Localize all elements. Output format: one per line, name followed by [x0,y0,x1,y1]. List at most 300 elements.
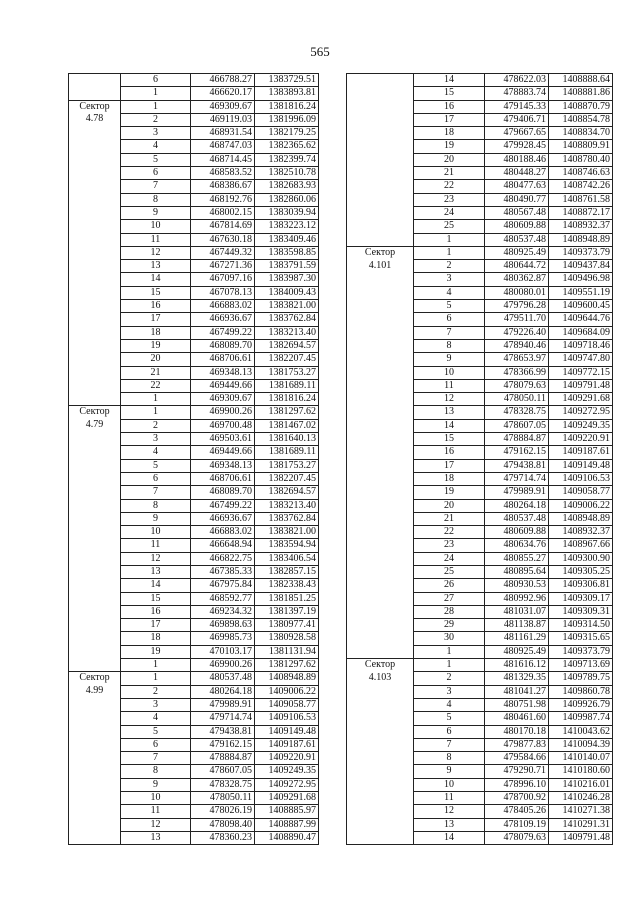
y-coordinate-cell: 1383223.12 [255,220,319,233]
x-coordinate-cell: 469348.13 [191,459,255,472]
y-coordinate-cell: 1409747.80 [549,353,613,366]
coordinate-row [69,246,319,259]
y-coordinate-cell: 1381397.19 [255,605,319,618]
sector-label: Сектор [364,246,396,258]
y-coordinate-cell: 1382860.06 [255,193,319,206]
point-number-cell: 20 [121,353,191,366]
y-coordinate-cell: 1409684.09 [549,326,613,339]
x-coordinate-cell: 478622.03 [485,74,549,87]
sector-cell [69,698,121,711]
x-coordinate-cell: 466936.67 [191,313,255,326]
x-coordinate-cell: 478884.87 [485,433,549,446]
coordinate-row [347,632,613,645]
x-coordinate-cell: 467449.32 [191,246,255,259]
point-number-cell: 25 [414,220,485,233]
x-coordinate-cell: 480925.49 [485,246,549,259]
point-number-cell: 2 [121,113,191,126]
x-coordinate-cell: 479145.33 [485,100,549,113]
coordinate-row [69,419,319,432]
x-coordinate-cell: 468747.03 [191,140,255,153]
coordinate-row [347,565,613,578]
y-coordinate-cell: 1408890.47 [255,831,319,844]
coordinate-row [69,486,319,499]
coordinate-row [69,140,319,153]
sector-cell [69,526,121,539]
sector-cell [347,113,414,126]
sector-cell [69,313,121,326]
coordinate-row [69,339,319,352]
sector-cell [347,645,414,658]
y-coordinate-cell: 1409106.53 [549,472,613,485]
coordinate-row [347,220,613,233]
point-number-cell: 3 [121,127,191,140]
sector-cell [69,127,121,140]
coordinate-row [69,672,319,685]
point-number-cell: 8 [121,765,191,778]
y-coordinate-cell: 1408887.99 [255,818,319,831]
coordinate-row [69,193,319,206]
point-number-cell: 1 [121,672,191,685]
x-coordinate-cell: 478996.10 [485,778,549,791]
sector-cell [347,526,414,539]
x-coordinate-cell: 479290.71 [485,765,549,778]
sector-cell [69,765,121,778]
point-number-cell: 4 [121,712,191,725]
x-coordinate-cell: 467271.36 [191,260,255,273]
y-coordinate-cell: 1409272.95 [549,406,613,419]
point-number-cell: 11 [121,233,191,246]
point-number-cell: 12 [121,246,191,259]
sector-cell [69,406,121,419]
sector-cell [347,818,414,831]
sector-number: 4.79 [85,419,104,431]
y-coordinate-cell: 1408948.89 [549,233,613,246]
sector-cell [347,446,414,459]
point-number-cell: 19 [121,645,191,658]
coordinate-row [347,366,613,379]
sector-cell [347,313,414,326]
point-number-cell: 8 [414,752,485,765]
point-number-cell: 20 [414,153,485,166]
coordinate-row [347,805,613,818]
y-coordinate-cell: 1410246.28 [549,792,613,805]
x-coordinate-cell: 480855.27 [485,552,549,565]
coordinate-row [347,512,613,525]
coordinate-row [347,140,613,153]
x-coordinate-cell: 479989.91 [191,698,255,711]
y-coordinate-cell: 1408948.89 [549,512,613,525]
point-number-cell: 13 [414,406,485,419]
y-coordinate-cell: 1409860.78 [549,685,613,698]
coordinate-row [347,446,613,459]
point-number-cell: 13 [414,818,485,831]
sector-cell [69,353,121,366]
y-coordinate-cell: 1410094.39 [549,738,613,751]
x-coordinate-cell: 470103.17 [191,645,255,658]
y-coordinate-cell: 1383409.46 [255,233,319,246]
point-number-cell: 13 [121,565,191,578]
coordinate-row [69,645,319,658]
x-coordinate-cell: 480609.88 [485,526,549,539]
sector-cell [347,738,414,751]
y-coordinate-cell: 1382179.25 [255,127,319,140]
sector-cell [69,805,121,818]
point-number-cell: 16 [121,605,191,618]
y-coordinate-cell: 1408854.78 [549,113,613,126]
coordinate-row [347,792,613,805]
x-coordinate-cell: 468706.61 [191,472,255,485]
point-number-cell: 13 [121,831,191,844]
x-coordinate-cell: 469700.48 [191,419,255,432]
sector-cell [69,778,121,791]
x-coordinate-cell: 479667.65 [485,127,549,140]
x-coordinate-cell: 469119.03 [191,113,255,126]
point-number-cell: 3 [414,273,485,286]
x-coordinate-cell: 469449.66 [191,446,255,459]
coordinate-row [347,260,613,273]
coordinate-row [347,339,613,352]
sector-cell [69,792,121,805]
sector-cell [69,113,121,126]
y-coordinate-cell: 1382365.62 [255,140,319,153]
y-coordinate-cell: 1381753.27 [255,366,319,379]
y-coordinate-cell: 1383213.40 [255,326,319,339]
coordinate-row [347,459,613,472]
x-coordinate-cell: 479796.28 [485,300,549,313]
sector-cell [69,100,121,113]
sector-cell [69,831,121,844]
x-coordinate-cell: 479714.74 [191,712,255,725]
point-number-cell: 5 [414,300,485,313]
point-number-cell: 2 [121,685,191,698]
y-coordinate-cell: 1383039.94 [255,206,319,219]
y-coordinate-cell: 1409600.45 [549,300,613,313]
x-coordinate-cell: 468592.77 [191,592,255,605]
y-coordinate-cell: 1410043.62 [549,725,613,738]
coordinate-row [347,526,613,539]
y-coordinate-cell: 1409300.90 [549,552,613,565]
coordinate-row [69,831,319,844]
x-coordinate-cell: 480925.49 [485,645,549,658]
sector-cell [69,619,121,632]
sector-cell [69,579,121,592]
x-coordinate-cell: 478050.11 [191,792,255,805]
coordinate-row [69,353,319,366]
point-number-cell: 7 [414,738,485,751]
coordinate-row [69,619,319,632]
coordinate-row [347,831,613,844]
x-coordinate-cell: 479406.71 [485,113,549,126]
x-coordinate-cell: 466883.02 [191,300,255,313]
sector-label: Сектор [79,672,110,684]
point-number-cell: 26 [414,579,485,592]
sector-cell [69,366,121,379]
point-number-cell: 21 [121,366,191,379]
point-number-cell: 1 [414,645,485,658]
y-coordinate-cell: 1410216.01 [549,778,613,791]
x-coordinate-cell: 469348.13 [191,366,255,379]
point-number-cell: 14 [414,419,485,432]
sector-cell [347,698,414,711]
point-number-cell: 12 [414,393,485,406]
sector-cell [347,805,414,818]
sector-cell [69,659,121,672]
point-number-cell: 16 [121,300,191,313]
y-coordinate-cell: 1410271.38 [549,805,613,818]
x-coordinate-cell: 480537.48 [485,512,549,525]
point-number-cell: 15 [121,592,191,605]
point-number-cell: 22 [121,379,191,392]
y-coordinate-cell: 1409272.95 [255,778,319,791]
point-number-cell: 18 [414,127,485,140]
x-coordinate-cell: 466822.75 [191,552,255,565]
sector-cell [347,433,414,446]
y-coordinate-cell: 1410291.31 [549,818,613,831]
y-coordinate-cell: 1409437.84 [549,260,613,273]
y-coordinate-cell: 1381816.24 [255,100,319,113]
x-coordinate-cell: 479226.40 [485,326,549,339]
x-coordinate-cell: 468089.70 [191,339,255,352]
sector-cell [347,632,414,645]
y-coordinate-cell: 1380977.41 [255,619,319,632]
y-coordinate-cell: 1381996.09 [255,113,319,126]
coordinate-row [347,180,613,193]
point-number-cell: 12 [414,805,485,818]
y-coordinate-cell: 1409373.79 [549,645,613,658]
point-number-cell: 6 [414,725,485,738]
point-number-cell: 14 [414,831,485,844]
point-number-cell: 8 [414,339,485,352]
point-number-cell: 18 [121,326,191,339]
coordinate-row [347,167,613,180]
y-coordinate-cell: 1383213.40 [255,499,319,512]
x-coordinate-cell: 469309.67 [191,100,255,113]
point-number-cell: 21 [414,167,485,180]
point-number-cell: 7 [121,752,191,765]
y-coordinate-cell: 1382207.45 [255,472,319,485]
sector-cell [347,286,414,299]
x-coordinate-cell: 478884.87 [191,752,255,765]
x-coordinate-cell: 480609.88 [485,220,549,233]
y-coordinate-cell: 1383791.59 [255,260,319,273]
point-number-cell: 12 [121,818,191,831]
x-coordinate-cell: 478653.97 [485,353,549,366]
sector-cell [69,286,121,299]
sector-cell [347,672,414,685]
y-coordinate-cell: 1408742.26 [549,180,613,193]
coordinate-row [347,313,613,326]
point-number-cell: 18 [414,472,485,485]
coordinate-row [69,712,319,725]
point-number-cell: 17 [121,619,191,632]
coordinate-row [347,193,613,206]
x-coordinate-cell: 468714.45 [191,153,255,166]
y-coordinate-cell: 1409220.91 [255,752,319,765]
sector-cell [347,326,414,339]
coordinate-row [69,127,319,140]
x-coordinate-cell: 480170.18 [485,725,549,738]
sector-cell [347,393,414,406]
y-coordinate-cell: 1383762.84 [255,512,319,525]
point-number-cell: 10 [121,220,191,233]
y-coordinate-cell: 1408948.89 [255,672,319,685]
y-coordinate-cell: 1383762.84 [255,313,319,326]
point-number-cell: 13 [121,260,191,273]
y-coordinate-cell: 1381753.27 [255,459,319,472]
x-coordinate-cell: 466883.02 [191,526,255,539]
sector-cell [347,712,414,725]
coordinate-row [69,592,319,605]
point-number-cell: 8 [121,499,191,512]
point-number-cell: 20 [414,499,485,512]
x-coordinate-cell: 469309.67 [191,393,255,406]
point-number-cell: 7 [121,486,191,499]
x-coordinate-cell: 467814.69 [191,220,255,233]
sector-cell [347,140,414,153]
point-number-cell: 11 [414,379,485,392]
x-coordinate-cell: 469900.26 [191,659,255,672]
sector-cell [347,366,414,379]
sector-cell [69,592,121,605]
x-coordinate-cell: 478109.19 [485,818,549,831]
y-coordinate-cell: 1409220.91 [549,433,613,446]
sector-cell [69,273,121,286]
y-coordinate-cell: 1382399.74 [255,153,319,166]
point-number-cell: 4 [414,698,485,711]
y-coordinate-cell: 1409551.19 [549,286,613,299]
point-number-cell: 27 [414,592,485,605]
y-coordinate-cell: 1409249.35 [549,419,613,432]
sector-cell [347,778,414,791]
x-coordinate-cell: 481138.87 [485,619,549,632]
x-coordinate-cell: 480264.18 [485,499,549,512]
x-coordinate-cell: 481329.35 [485,672,549,685]
y-coordinate-cell: 1409718.46 [549,339,613,352]
x-coordinate-cell: 469898.63 [191,619,255,632]
coordinate-row [347,74,613,87]
x-coordinate-cell: 466620.17 [191,87,255,100]
coordinates-table-left [68,73,319,845]
coordinate-row [69,792,319,805]
y-coordinate-cell: 1381689.11 [255,379,319,392]
coordinate-row [347,672,613,685]
point-number-cell: 11 [121,805,191,818]
sector-cell [69,459,121,472]
point-number-cell: 14 [121,579,191,592]
sector-number: 4.103 [368,671,392,683]
sector-cell [347,180,414,193]
x-coordinate-cell: 467385.33 [191,565,255,578]
x-coordinate-cell: 481616.12 [485,659,549,672]
y-coordinate-cell: 1409305.25 [549,565,613,578]
x-coordinate-cell: 467630.18 [191,233,255,246]
x-coordinate-cell: 480362.87 [485,273,549,286]
y-coordinate-cell: 1381689.11 [255,446,319,459]
coordinate-row [347,273,613,286]
sector-cell [69,499,121,512]
x-coordinate-cell: 468192.76 [191,193,255,206]
point-number-cell: 1 [121,659,191,672]
y-coordinate-cell: 1410140.07 [549,752,613,765]
sector-cell [347,246,414,259]
point-number-cell: 15 [414,433,485,446]
coordinate-row [69,206,319,219]
x-coordinate-cell: 478328.75 [191,778,255,791]
y-coordinate-cell: 1409791.48 [549,831,613,844]
sector-cell [69,433,121,446]
x-coordinate-cell: 469503.61 [191,433,255,446]
y-coordinate-cell: 1409058.77 [255,698,319,711]
y-coordinate-cell: 1409291.68 [549,393,613,406]
sector-cell [347,406,414,419]
sector-cell [69,74,121,87]
sector-cell [347,486,414,499]
point-number-cell: 17 [414,459,485,472]
y-coordinate-cell: 1409306.81 [549,579,613,592]
x-coordinate-cell: 466648.94 [191,539,255,552]
point-number-cell: 1 [121,100,191,113]
coordinate-row [69,526,319,539]
sector-cell [347,792,414,805]
coordinate-row [347,472,613,485]
point-number-cell: 22 [414,180,485,193]
x-coordinate-cell: 469449.66 [191,379,255,392]
x-coordinate-cell: 480188.46 [485,153,549,166]
sector-cell [347,499,414,512]
y-coordinate-cell: 1408932.37 [549,526,613,539]
coordinate-row [347,619,613,632]
y-coordinate-cell: 1408746.63 [549,167,613,180]
point-number-cell: 11 [414,792,485,805]
sector-cell [347,459,414,472]
point-number-cell: 10 [414,366,485,379]
sector-label: Сектор [364,659,396,671]
sector-cell [347,379,414,392]
coordinate-row [69,113,319,126]
y-coordinate-cell: 1409106.53 [255,712,319,725]
y-coordinate-cell: 1409791.48 [549,379,613,392]
sector-cell [69,725,121,738]
coordinate-row [347,752,613,765]
y-coordinate-cell: 1383821.00 [255,300,319,313]
sector-cell [69,565,121,578]
coordinate-row [69,220,319,233]
sector-cell [347,339,414,352]
point-number-cell: 9 [121,778,191,791]
x-coordinate-cell: 481041.27 [485,685,549,698]
sector-cell [347,685,414,698]
coordinate-row [347,685,613,698]
coordinate-row [69,685,319,698]
y-coordinate-cell: 1408885.97 [255,805,319,818]
point-number-cell: 30 [414,632,485,645]
sector-cell [69,193,121,206]
y-coordinate-cell: 1409644.76 [549,313,613,326]
coordinate-row [69,180,319,193]
coordinate-row [347,645,613,658]
y-coordinate-cell: 1383598.85 [255,246,319,259]
coordinate-row [69,286,319,299]
coordinate-row [347,353,613,366]
sector-cell [69,339,121,352]
y-coordinate-cell: 1382207.45 [255,353,319,366]
y-coordinate-cell: 1408967.66 [549,539,613,552]
sector-cell [69,233,121,246]
coordinate-row [69,738,319,751]
coordinate-row [347,286,613,299]
sector-cell [69,486,121,499]
x-coordinate-cell: 480490.77 [485,193,549,206]
